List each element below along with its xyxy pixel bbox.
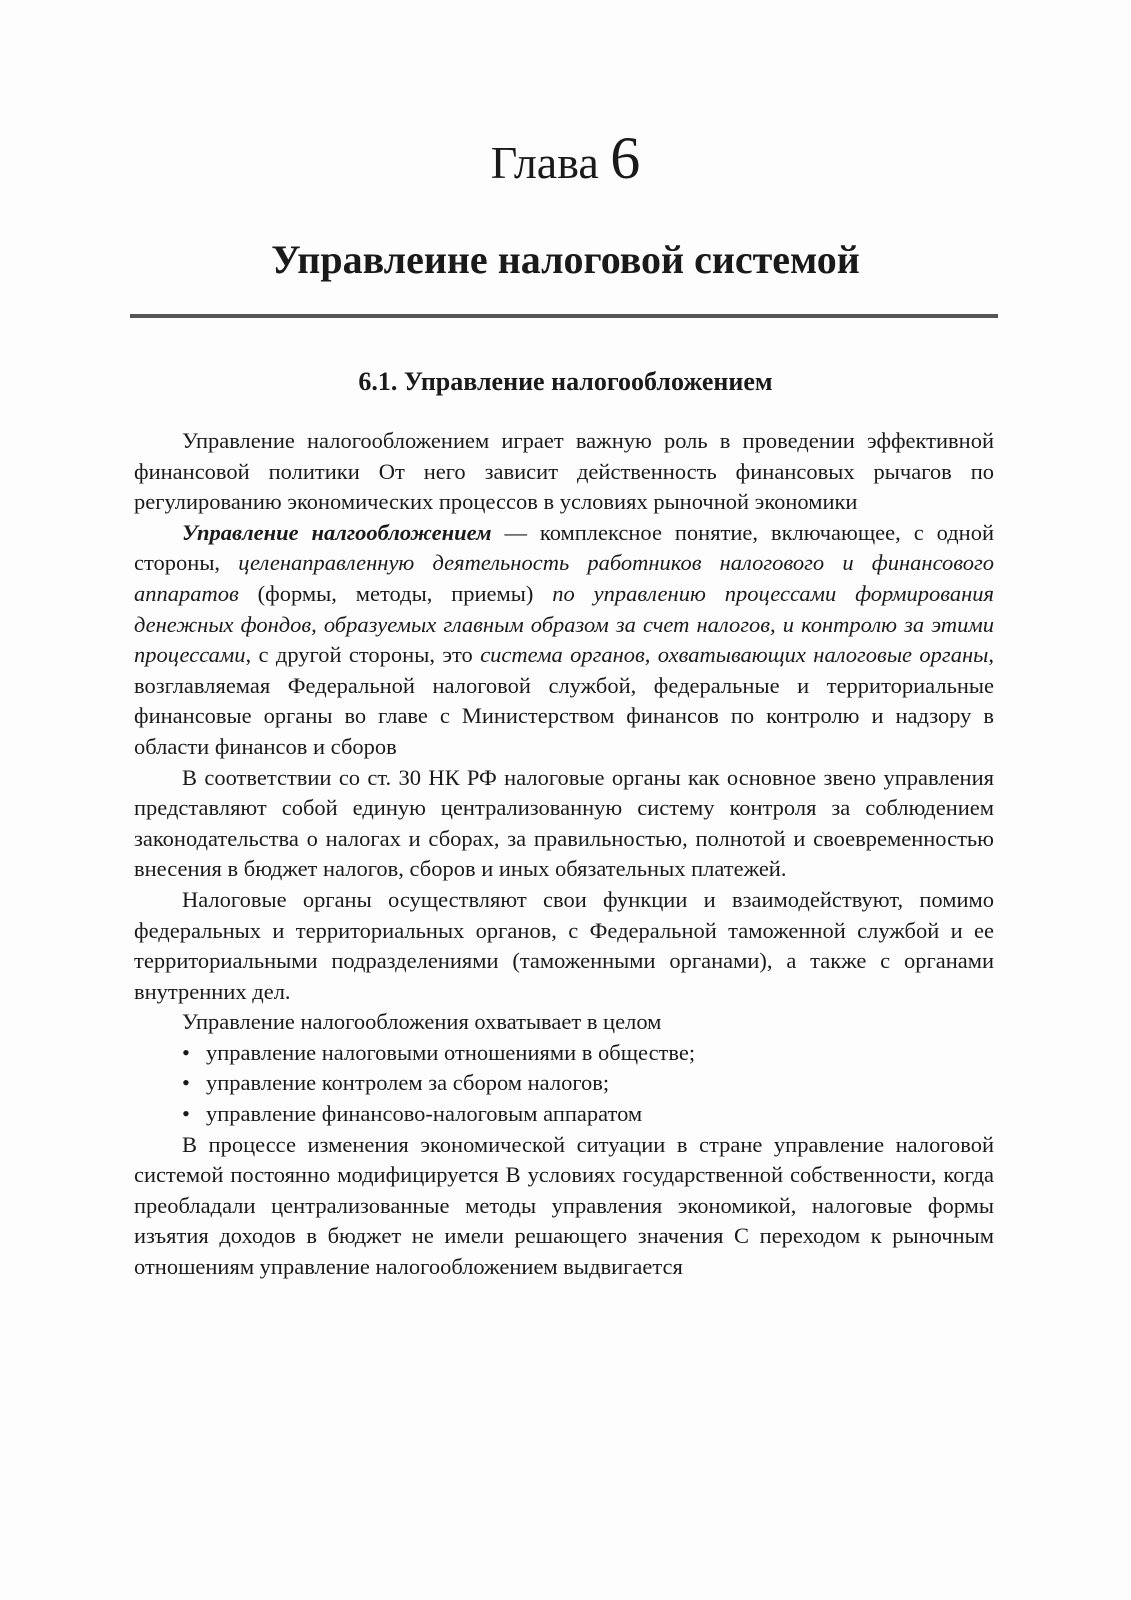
bullet-list — [134, 1038, 994, 1130]
list-item-text: управление налоговыми отношениями в обществе; — [206, 1039, 696, 1065]
paragraph-text: , с другой стороны, это — [245, 642, 481, 668]
list-item — [182, 1068, 994, 1099]
bullet-icon: • — [182, 1070, 190, 1096]
list-item-text: управление контролем за сбором налогов; — [206, 1070, 610, 1096]
chapter-title: Управлеине налоговой системой — [271, 237, 860, 282]
defined-term: Управление налгообложением — [182, 519, 492, 545]
list-intro: Управление налогообложения охватывает в целом — [182, 1009, 662, 1035]
paragraph: В соответствии со ст. 30 НК РФ налоговые органы как основное звено управления представляют собой единую централизованную систему контроля за соблюдением законодательства о налогах и сборах, за правильностью, полнотой и своевременностью внесения в бюджет налогов, сборов и иных обязательных платежей. — [134, 764, 994, 882]
paragraph-definition — [134, 518, 994, 763]
body-text — [134, 426, 994, 1283]
list-item — [182, 1038, 994, 1069]
chapter-heading — [0, 125, 1131, 193]
chapter-number: 6 — [610, 125, 641, 191]
list-item — [182, 1099, 994, 1130]
paragraph-text: — комплексное понятие, включающее, с одной стороны, — [134, 519, 995, 576]
section-title: 6.1. Управление налогообложением — [358, 367, 773, 396]
title-divider — [130, 314, 998, 318]
paragraph: В процессе изменения экономической ситуации в стране управление налоговой системой постоянно модифицируется В условиях государственной собственности, когда преобладали централизованные методы управления экономикой, налоговые формы изъятия доходов в бюджет не имели решающего значения С переходом к рыночным отношениям управление налогообложением выдвигается — [134, 1131, 994, 1280]
bullet-icon: • — [182, 1101, 190, 1127]
paragraph: Управление налогообложением играет важную роль в проведении эффективной финансовой политики От него зависит действенность финансовых рычагов по регулированию экономических процессов в условиях рыночной экономики — [134, 428, 994, 515]
emphasis: целенаправленную деятельность работников налогового и финансового аппаратов — [134, 550, 994, 606]
paragraph: Налоговые органы осуществляют свои функции и взаимодействуют, помимо федеральных и территориальных органов, с Федеральной таможенной службой и ее территориальными подразделениями (таможенными органами), а также с органами внутренних дел. — [134, 886, 994, 1004]
emphasis: по управлению процессами формирования денежных фондов, образуемых главным образом за счет налогов, и контролю за этими процессами — [134, 580, 994, 668]
bullet-icon: • — [182, 1039, 190, 1065]
chapter-label: Глава — [490, 137, 599, 188]
paragraph-text: (формы, методы, приемы) — [238, 580, 553, 606]
emphasis: система органов, охватывающих налоговые органы — [480, 642, 989, 668]
list-item-text: управление финансово-налоговым аппаратом — [206, 1101, 643, 1127]
paragraph-text: , возглавляемая Федеральной налоговой службой, федеральные и территориальные финансовые органы во главе с Министерством финансов по контролю и надзору в области финансов и сборов — [134, 642, 994, 759]
